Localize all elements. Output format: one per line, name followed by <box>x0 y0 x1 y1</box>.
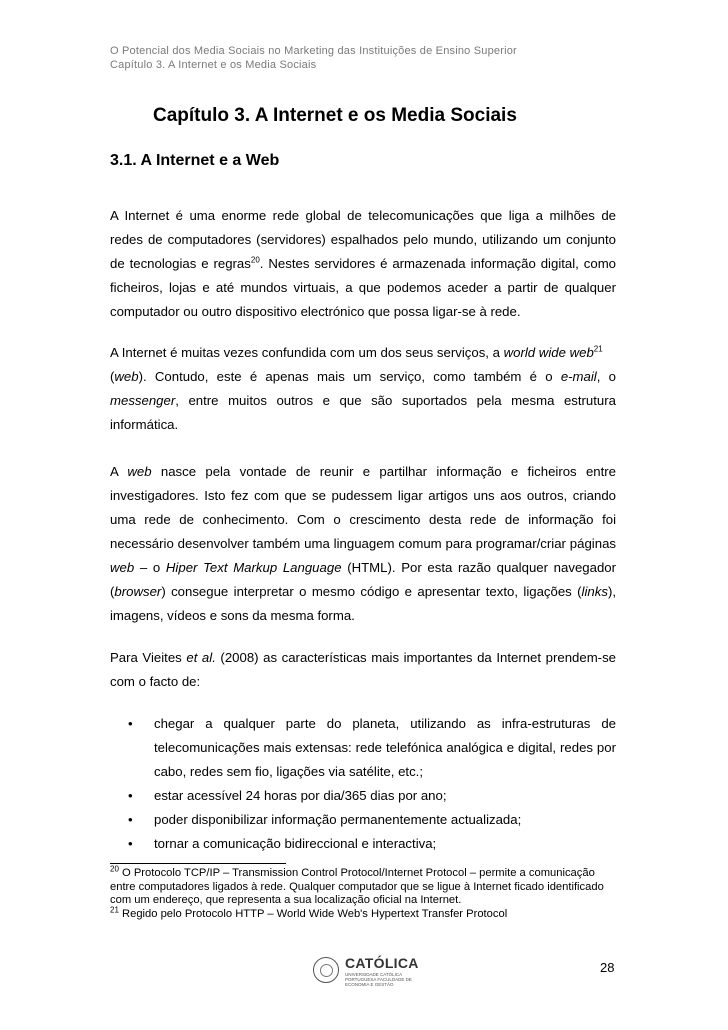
list-item: • tornar a comunicação bidireccional e interactiva; <box>110 832 616 856</box>
characteristics-list <box>110 712 616 856</box>
running-header-title: O Potencial dos Media Sociais no Marketing das Instituições de Ensino Superior <box>110 45 517 57</box>
seal-icon <box>313 957 339 983</box>
footnote-ref-21: 21 <box>593 344 603 354</box>
chapter-title: Capítulo 3. A Internet e os Media Sociais <box>153 105 517 126</box>
section-title: 3.1. A Internet e a Web <box>110 152 280 169</box>
paragraph-2: A Internet é muitas vezes confundida com um dos seus serviços, a world wide web$^{21}$ (web). Contudo, este é apenas mais um serviço, como também é o e-mail, o messenger, entre muitos outros e que são suportados pela mesma estrutura informática. <box>110 344 616 432</box>
bullet-icon: • <box>128 836 133 851</box>
running-header-chapter: Capítulo 3. A Internet e os Media Sociais <box>110 59 317 71</box>
paragraph-1: A Internet é uma enorme rede global de telecomunicações que liga a milhões de redes de computadores (servidores) espalhados pelo mundo, utilizando um conjunto de tecnologias e regras$^{20}$. Nestes servidores é armazenada informação digital, como ficheiros, lojas e até mundos virtuais, a que podemos aceder a partir de qualquer computador ou outro dispositivo electrónico que possa ligar-se à rede. <box>110 208 617 319</box>
bullet-icon: • <box>128 716 133 731</box>
page-number: 28 <box>600 960 615 975</box>
university-logo <box>313 955 423 989</box>
paragraph-4: Para Vieites et al. (2008) as características mais importantes da Internet prendem-se com o facto de: <box>110 650 617 689</box>
footnote-ref-20: 20 <box>250 255 260 265</box>
bullet-icon: • <box>128 812 133 827</box>
paragraph-3: A web nasce pela vontade de reunir e partilhar informação e ficheiros entre investigadores. Isto fez com que se pudessem ligar artigos uns aos outros, criando uma rede de conhecimento. Com o crescimento desta rede de informação foi necessário desenvolver também uma linguagem comum para programar/criar páginas web – o Hiper Text Markup Language (HTML). Por esta razão qualquer navegador (browser) consegue interpretar o mesmo código e apresentar texto, ligações (links), imagens, vídeos e sons da mesma forma. <box>110 464 617 623</box>
footnote-21: $^{21}$ Regido pelo Protocolo HTTP – World Wide Web's Hypertext Transfer Protocol <box>110 904 508 920</box>
footnote-20: $^{20}$ O Protocolo TCP/IP – Transmission Control Protocol/Internet Protocol – permite a comunicação entre computadores ligados à rede. Qualquer computador que se ligue à Internet ficado identificado com um endereço, que representa a sua localização oficial na Internet. <box>110 864 604 906</box>
list-item: • chegar a qualquer parte do planeta, utilizando as infra-estruturas de telecomunicações mais extensas: rede telefónica analógica e digital, redes por cabo, redes sem fio, ligações via satélite, etc.; <box>110 712 616 784</box>
logo-subtitle: UNIVERSIDADE CATÓLICA PORTUGUESA FACULDADE DE ECONOMIA E GESTÃO <box>345 972 412 987</box>
logo-wordmark: CATÓLICA <box>345 955 419 971</box>
list-item: • poder disponibilizar informação permanentemente actualizada; <box>110 808 616 832</box>
footnote-divider <box>110 863 286 864</box>
bullet-icon: • <box>128 788 133 803</box>
list-item: • estar acessível 24 horas por dia/365 dias por ano; <box>110 784 616 808</box>
footnotes <box>110 864 616 921</box>
running-header <box>110 44 517 72</box>
